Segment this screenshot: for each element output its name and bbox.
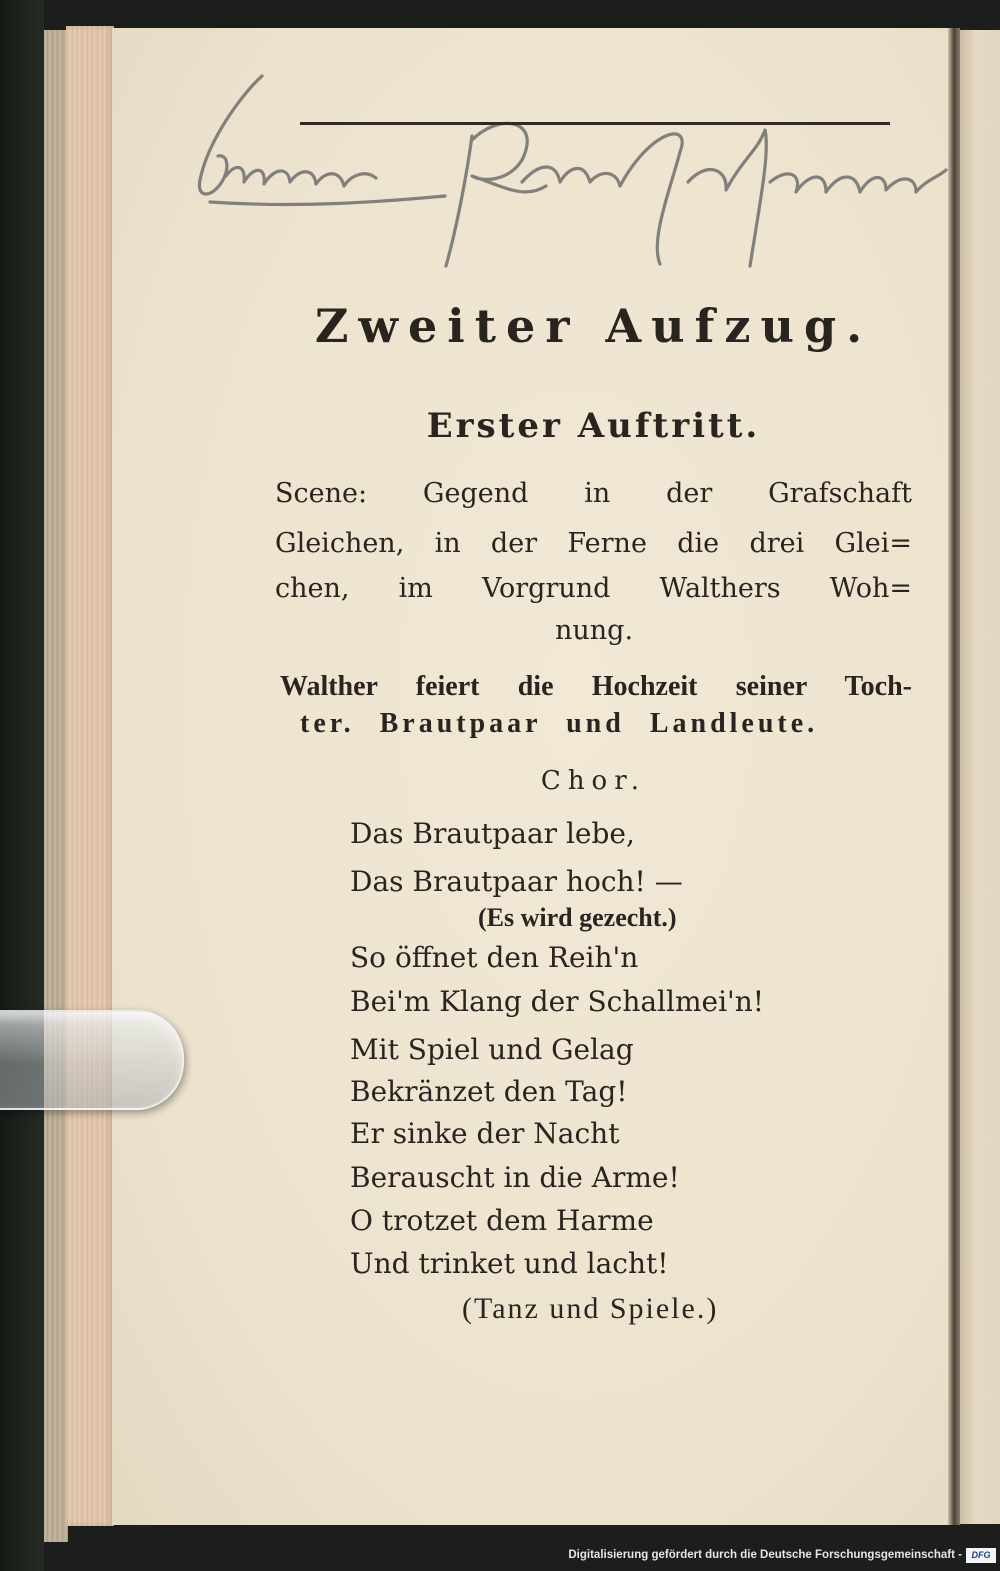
- verse-line: Und trinket und lacht!: [350, 1247, 669, 1280]
- page-holder-clip: [0, 1010, 184, 1110]
- scene-heading: Erster Auftritt.: [426, 406, 761, 446]
- setting-line: chen, im Vorgrund Walthers Woh=: [275, 573, 912, 604]
- speaker-label: Chor.: [540, 766, 647, 796]
- verse-line: Er sinke der Nacht: [350, 1117, 620, 1150]
- stage-direction-line: Walther feiert die Hochzeit seiner Toch-: [280, 671, 912, 702]
- book-edge: [44, 30, 68, 1542]
- verse-line: Berauscht in die Arme!: [350, 1161, 680, 1194]
- stage-aside: (Es wird gezecht.): [478, 903, 677, 932]
- verse-line: Bei'm Klang der Schallmei'n!: [350, 985, 765, 1018]
- verse-line: Mit Spiel und Gelag: [350, 1033, 634, 1066]
- verse-line: Das Brautpaar hoch! —: [350, 865, 683, 898]
- page-stack-edges: [66, 26, 114, 1526]
- verse-line: O trotzet dem Harme: [350, 1204, 654, 1237]
- setting-line: Gleichen, in der Ferne die drei Glei=: [275, 528, 912, 559]
- verse-line: Bekränzet den Tag!: [350, 1075, 628, 1108]
- stage-aside: (Tanz und Spiele.): [462, 1292, 719, 1325]
- stage-direction-line: ter. Brautpaar und Landleute.: [300, 708, 819, 739]
- setting-line: nung.: [555, 615, 634, 646]
- digitization-credit: Digitalisierung gefördert durch die Deutsche Forschungsgemeinschaft -: [568, 1549, 962, 1561]
- verse-line: Das Brautpaar lebe,: [350, 817, 635, 850]
- header-rule: [300, 122, 890, 125]
- scanner-background: [0, 0, 44, 1571]
- act-heading: Zweiter Aufzug.: [314, 299, 873, 353]
- handwritten-signature: [180, 60, 960, 280]
- dfg-logo: DFG: [966, 1548, 996, 1563]
- verse-line: So öffnet den Reih'n: [350, 941, 639, 974]
- setting-line: Scene: Gegend in der Grafschaft: [275, 478, 912, 509]
- facing-page-edge: [960, 30, 1000, 1524]
